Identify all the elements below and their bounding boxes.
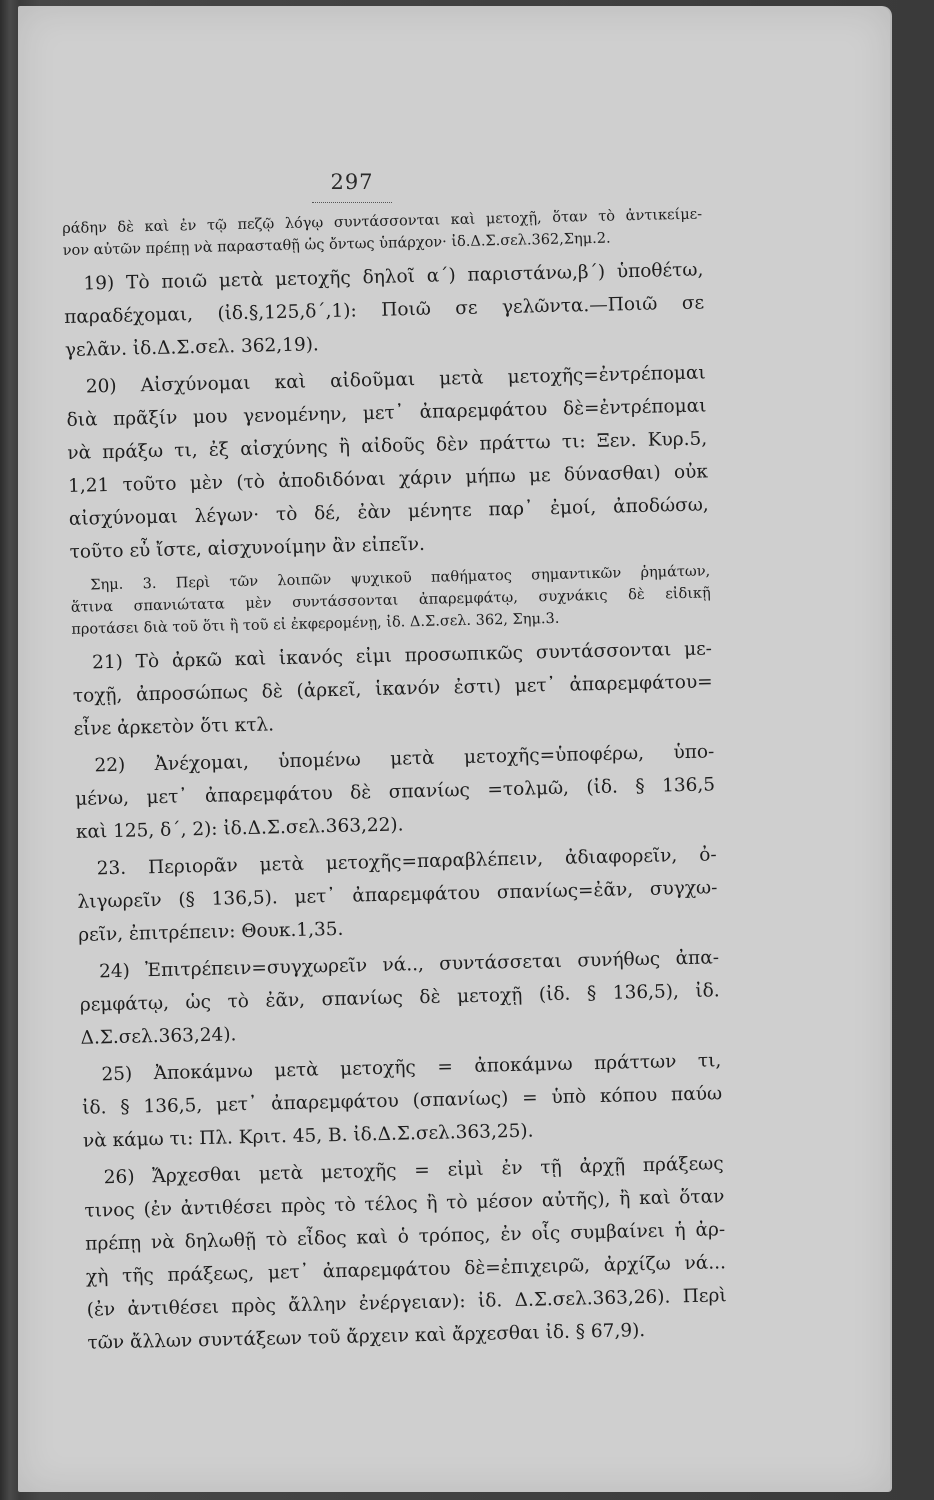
text-line: καὶ 125, δ΄, 2): ἰδ.Δ.Σ.σελ.363,22). [75,814,404,843]
text-line: νὰ κάμω τι: Πλ. Κριτ. 45, Β. ἰδ.Δ.Σ.σελ.363,25). [82,1120,534,1152]
text-line: τοῦτο εὖ ἴστε, αἰσχυνοίμην ἂν εἰπεῖν. [69,533,426,563]
text-line: 24) Ἐπιτρέπειν=συγχωρεῖν νά.., συντάσσεται συνήθως ἀπα- [98,947,720,983]
text-line: παραδέχομαι, (ἰδ.§,125,δ΄,1): Ποιῶ σε γελῶντα.—Ποιῶ σε [64,292,705,328]
text-line: διὰ πρᾶξίν μου γενομένην, μετ᾽ ἀπαρεμφάτου δὲ=ἐντρέπομαι [66,395,707,431]
text-line: λιγωρεῖν (§ 136,5). μετ᾽ ἀπαρεμφάτου σπανίως=ἐᾶν, συγχω- [77,877,718,913]
text-line: εἶνε ἀρκετὸν ὅτι κτλ. [73,714,275,740]
text-line: ἅτινα σπανιώτατα μὲν συντάσσονται ἀπαρεμφάτῳ, συχνάκις δὲ εἰδικῇ [70,585,711,616]
text-line: 1,21 τοῦτο μὲν (τὸ ἀποδιδόναι χάριν μήπω με δύνασθαι) οὐκ [67,461,709,497]
text-line: 25) Ἀποκάμνω μετὰ μετοχῆς = ἀποκάμνω πράττων τι, [101,1050,722,1086]
text-line: τινος (ἐν ἀντιθέσει πρὸς τὸ τέλος ἢ τὸ μέσον αὐτῆς), ἢ καὶ ὅταν [84,1186,725,1222]
text-line: νὰ πράξω τι, ἐξ αἰσχύνης ἢ αἰδοῦς δὲν πράττω τι: Ξεν. Κυρ.5, [67,428,708,464]
text-line: (ἐν ἀντιθέσει πρὸς ἄλλην ἐνέργειαν): ἰδ. Δ.Σ.σελ.363,26). Περὶ [86,1285,727,1321]
page-text [62,203,728,1359]
text-line: 20) Αἰσχύνομαι καὶ αἰδοῦμαι μετὰ μετοχῆς=ἐντρέπομαι [85,362,706,398]
text-line: μένω, μετ᾽ ἀπαρεμφάτου δὲ σπανίως =τολμῶ, (ἰδ. § 136,5 [74,774,716,810]
text-line: 19) Τὸ ποιῶ μετὰ μετοχῆς δηλοῖ α΄) παριστάνω,β΄) ὑποθέτω, [83,259,704,295]
text-line: προτάσει διὰ τοῦ ὅτι ἢ τοῦ εἰ ἐκφερομένῃ, ἰδ. Δ.Σ.σελ. 362, Σημ.3. [71,610,560,638]
text-line: ρεῖν, ἐπιτρέπειν: Θουκ.1,35. [78,918,344,946]
text-line: 26) Ἄρχεσθαι μετὰ μετοχῆς = εἰμὶ ἐν τῇ ἀρχῇ πράξεως [103,1153,724,1189]
text-line: 23. Περιορᾶν μετὰ μετοχῆς=παραβλέπειν, ἀδιαφορεῖν, ὀ- [96,844,717,880]
text-line: 21) Τὸ ἀρκῶ καὶ ἱκανός εἰμι προσωπικῶς συντάσσονται με- [91,638,713,674]
text-line: 22) Ἀνέχομαι, ὑπομένω μετὰ μετοχῆς=ὑποφέρω, ὑπο- [94,741,715,777]
text-line: νον αὐτῶν πρέπῃ νὰ παρασταθῇ ὡς ὄντως ὑπάρχον· ἰδ.Δ.Σ.σελ.362,Σημ.2. [62,230,611,259]
text-line: αἰσχύνομαι λέγων· τὸ δέ, ἐὰν μένητε παρ᾽ ἐμοί, ἀποδώσω, [68,494,709,530]
text-line: πρέπῃ νὰ δηλωθῇ τὸ εἶδος καὶ ὁ τρόπος, ἐν οἷς συμβαίνει ἡ ἀρ- [85,1219,726,1255]
text-line: ρεμφάτῳ, ὡς τὸ ἐᾶν, σπανίως δὲ μετοχῇ (ἰδ. § 136,5), ἰδ. [79,980,720,1016]
text-line: τοχῇ, ἀπροσώπως δὲ (ἀρκεῖ, ἱκανόν ἐστι) μετ᾽ ἀπαρεμφάτου= [72,671,713,707]
text-line: γελᾶν. ἰδ.Δ.Σ.σελ. 362,19). [64,334,320,361]
text-line: τῶν ἄλλων συντάξεων τοῦ ἄρχειν καὶ ἄρχεσθαι ἰδ. § 67,9). [87,1320,646,1354]
text-line: Σημ. 3. Περὶ τῶν λοιπῶν ψυχικοῦ παθήματος σημαντικῶν ῥημάτων, [90,563,711,594]
text-line: χὴ τῆς πράξεως, μετ᾽ ἀπαρεμφάτου δὲ=ἐπιχειρῶ, ἀρχίζω νά... [85,1252,727,1288]
text-line: ράδην δὲ καὶ ἐν τῷ πεζῷ λόγῳ συντάσσονται καὶ μετοχῇ, ὅταν τὸ ἀντικείμε- [62,206,703,237]
page-number-rule [312,202,392,203]
text-line: ἰδ. § 136,5, μετ᾽ ἀπαρεμφάτου (σπανίως) = ὑπὸ κόπου παύω [81,1083,723,1119]
page-number: 297 [330,170,374,194]
text-line: Δ.Σ.σελ.363,24). [80,1024,237,1049]
